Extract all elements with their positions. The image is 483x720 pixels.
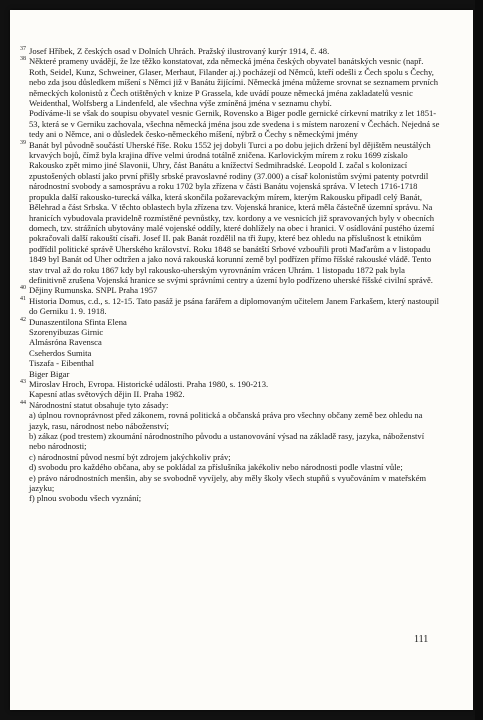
footnotes-block	[22, 46, 441, 504]
page-number: 111	[414, 634, 429, 645]
list-item: e) právo národnostních menšin, aby se svobodně vyvíjely, aby měly školy všech stupňů s vyučováním v mateřském jazyku;	[29, 472, 427, 494]
footnote-40: 40 Dějiny Rumunska. SNPL Praha 1957	[22, 285, 441, 295]
footnote-text: Miroslav Hroch, Evropa. Historické události. Praha 1980, s. 190-213.	[29, 379, 269, 389]
list-item: c) národnostní původ nesmí být zdrojem jakýchkoliv práv;	[29, 451, 231, 462]
list-item: f) plnou svobodu všech vyznání;	[29, 493, 142, 504]
place-name-line: Szorenyibuzas Girnic	[29, 326, 104, 337]
footnote-44: 44 Národnostní statut obsahuje tyto zásady: a) úplnou rovnoprávnost před zákonem, rovná politická a občanská práva pro všechny občany země bez ohledu na jazyk, rasu, národnost nebo náboženství; b) zákaz (pod trestem) zkoumání národnostního původu a ustanovování výsad na základě rasy, jazyka, náboženství nebo národnosti; c) národnostní původ nesmí být zdrojem jakýchkoliv práv; d) svobodu pro každého občana, aby se pokládal za příslušníka jakékoliv nebo národnosti podle vlastní vůle; e) právo národnostních menšin, aby se svobodně vyvíjely, aby měly školy všech stupňů s vyučováním v mateřském jazyku; f) plnou svobodu všech vyznání;	[22, 400, 441, 504]
list-item: d) svobodu pro každého občana, aby se pokládal za příslušníka jakékoliv nebo národnosti podle vlastní vůle;	[29, 462, 403, 473]
place-name-line: Tiszafa - Eibenthal	[29, 358, 95, 369]
footnote-text: Národnostní statut obsahuje tyto zásady:	[29, 399, 169, 410]
place-name-line: Almásróna Ravensca	[29, 337, 102, 348]
footnote-text: Kapesní atlas světových dějin II. Praha 1982.	[29, 389, 185, 400]
footnote-text: Historia Domus, c.d., s. 12-15. Tato pasáž je psána farářem a diplomovaným učitelem Janem Farkašem, který nastoupil do Gerniku 1. 9. 1918.	[29, 295, 439, 317]
footnote-43: 43 Miroslav Hroch, Evropa. Historické události. Praha 1980, s. 190-213. Kapesní atlas světových dějin II. Praha 1982.	[22, 379, 441, 400]
place-name-line: Cseherdos Sumita	[29, 347, 92, 358]
scan-edge	[475, 0, 483, 720]
footnote-text: Josef Hříbek, Z českých osad v Dolních Uhrách. Pražský ilustrovaný kurýr 1914, č. 48.	[29, 46, 330, 56]
footnote-37: 37 Josef Hříbek, Z českých osad v Dolních Uhrách. Pražský ilustrovaný kurýr 1914, č. 48.	[22, 46, 441, 56]
list-item: a) úplnou rovnoprávnost před zákonem, rovná politická a občanská práva pro všechny občany země bez ohledu na jazyk, rasu, národnost nebo náboženství;	[29, 410, 423, 431]
footnote-38: 38 Některé prameny uvádějí, že lze těžko konstatovat, zda německá jména českých obyvatel banátských vesnic (např. Roth, Seidel, Kunz, Schweiner, Glaser, Merhaut, Filander aj.) pocházejí od Němců, kteří odešli z Čech spolu s Čechy, nebo zda jsou důsledkem míšení s Němci již v Banátu žijícími. Německá jména můžeme srovnat se seznamem prvních německých kolonistů z Čech otištěných v knize P Grassela, kde uvádí pouze německá jména zakladatelů vesnic Weidenthal, Wolfsberg a Lindenfeld, ale všechna výše zmíněná jména v seznamu chybí. Podíváme-li se však do soupisu obyvatel vesnic Gernik, Rovensko a Biger podle gernické církevní matriky z let 1851-53, která se v Gerniku zachovala, všechna německá jména jsou zde svedena i s místem narození v Čechách. Nejedná se tedy ani o Němce, ani o důsledek česko-německého míšení, nýbrž o Čechy s německými jmény	[20, 56, 440, 140]
place-name-line: Dunaszentilona Sfinta Elena	[29, 316, 127, 327]
footnote-41: 41 Historia Domus, c.d., s. 12-15. Tato pasáž je psána farářem a diplomovaným učitelem Janem Farkašem, který nastoupil do Gerniku 1. 9. 1918.	[22, 296, 441, 317]
footnote-39: 39 Banát byl původně součástí Uherské říše. Roku 1552 jej dobyli Turci a po dobu jejich držení byl dějištěm neustálých krvavých bojů, čímž byla krajina dříve velmi úrodná totálně zničena. Karlovickým mírem z roku 1699 získalo Rakousko zpět mimo jiné Slavonii, Uhry, část Banátu a knížectví Sedmihradské. Leopold I. začal s kolonizací zpustošených oblastí jako první přišly srbské pravoslavné rodiny (37.000) a císař kolonistům svými patenty potvrdil národnostní svobody a samosprávu a roku 1702 byla zřízena v části Banátu vojenská správa. V letech 1716-1718 propukla další rakousko-turecká válka, která skončila požarevackým mírem, kterým Rakousku připadl celý Banát, Bělehrad a část Srbska. V těchto oblastech byla zřízena tzv. Vojenská hranice, která měla částečně územní správu. Na hranicích vybudovala pravidelně rozmístěné pevnůstky, tzv. kordony a ve vesnicích již spravovaných byly v obecních domech, tzv. strážních ubytovány malé vojenské oddíly, které dohlížely na obec i hranici. V osídlování pustého území pokračovali další rakouští císaři. Josef II. pak Banát rozdělil na tři župy, které bez ohledu na příslušnost k etnikům podřídil politické správě Uherského království. Roku 1848 se banátští Srbové vzbouřili proti Maďarům a v listopadu 1849 byl Banát od Uher odtržen a jako nová rakouská korunní země byl podřízen přímo říšské rakouské vládě. Tento stav trval až do roku 1867 kdy byl rakousko-uherským vyrovnáním vrácen Uhrám. 1 listopadu 1872 pak byla definitivně zrušena Vojenská hranice se svými správními centry a území bylo podřízeno uherské říšské civilní správě.	[22, 140, 441, 286]
footnote-42: 42 Dunaszentilona Sfinta Elena Szorenyibuzas Girnic Almásróna Ravensca Cseherdos Sumita Tiszafa - Eibenthal Biger Bigar	[22, 317, 441, 379]
list-item: b) zákaz (pod trestem) zkoumání národnostního původu a ustanovování výsad na základě rasy, jazyka, náboženství nebo národnosti;	[29, 431, 425, 452]
footnote-paragraph: Podíváme-li se však do soupisu obyvatel vesnic Gernik, Rovensko a Biger podle gernické církevní matriky z let 1851-53, která se v Gerniku zachovala, všechna německá jména jsou zde svedena i s místem narození v Čechách. Nejedná se tedy ani o Němce, ani o důsledek česko-německého míšení, nýbrž o Čechy s německými jmény	[29, 108, 440, 140]
place-name-line: Biger Bigar	[29, 368, 70, 379]
footnote-text: Některé prameny uvádějí, že lze těžko konstatovat, zda německá jména českých obyvatel banátských vesnic (např. Roth, Seidel, Kunz, Schweiner, Glaser, Merhaut, Filander aj.) pocházejí od Němců, kteří odešli z Čech spolu s Čechy, nebo zda jsou důsledkem míšení s Němci již v Banátu žijícími. Německá jména můžeme srovnat se seznamem prvních německých kolonistů z Čech otištěných v knize P Grassela, kde uvádí pouze německá jména zakladatelů vesnic Weidenthal, Wolfsberg a Lindenfeld, ale všechna výše zmíněná jména v seznamu chybí.	[29, 56, 439, 109]
footnote-text: Banát byl původně součástí Uherské říše. Roku 1552 jej dobyli Turci a po dobu jejich držení byl dějištěm neustálých krvavých bojů, čímž byla krajina dříve velmi úrodná totálně zničena. Karlovickým mírem z roku 1699 získalo Rakousko zpět mimo jiné Slavonii, Uhry, část Banátu a knížectví Sedmihradské. Leopold I. začal s kolonizací zpustošených oblastí jako první přišly srbské pravoslavné rodiny (37.000) a císař kolonistům svými patenty potvrdil národnostní svobody a samosprávu a roku 1702 byla zřízena v části Banátu vojenská správa. V letech 1716-1718 propukla další rakousko-turecká válka, která skončila požarevackým mírem, kterým Rakousku připadl celý Banát, Bělehrad a část Srbska. V těchto oblastech byla zřízena tzv. Vojenská hranice, která měla částečně územní správu. Na hranicích vybudovala pravidelně rozmístěné pevnůstky, tzv. kordony a ve vesnicích již spravovaných byly v obecních domech, tzv. strážních ubytovány malé vojenské oddíly, které dohlížely na obec i hranici. V osídlování pustého území pokračovali další rakouští císaři. Josef II. pak Banát rozdělil na tři župy, které bez ohledu na příslušnost k etnikům podřídil politické správě Uherského království. Roku 1848 se banátští Srbové vzbouřili proti Maďarům a v listopadu 1849 byl Banát od Uher odtržen a jako nová rakouská korunní země byl podřízen přímo říšské rakouské vládě. Tento stav trval až do roku 1867 kdy byl rakousko-uherským vyrovnáním vrácen Uhrám. 1 listopadu 1872 pak byla definitivně zrušena Vojenská hranice se svými správními centry a území bylo podřízeno uherské říšské civilní správě.	[29, 139, 435, 285]
footnote-text: Dějiny Rumunska. SNPL Praha 1957	[29, 285, 158, 296]
